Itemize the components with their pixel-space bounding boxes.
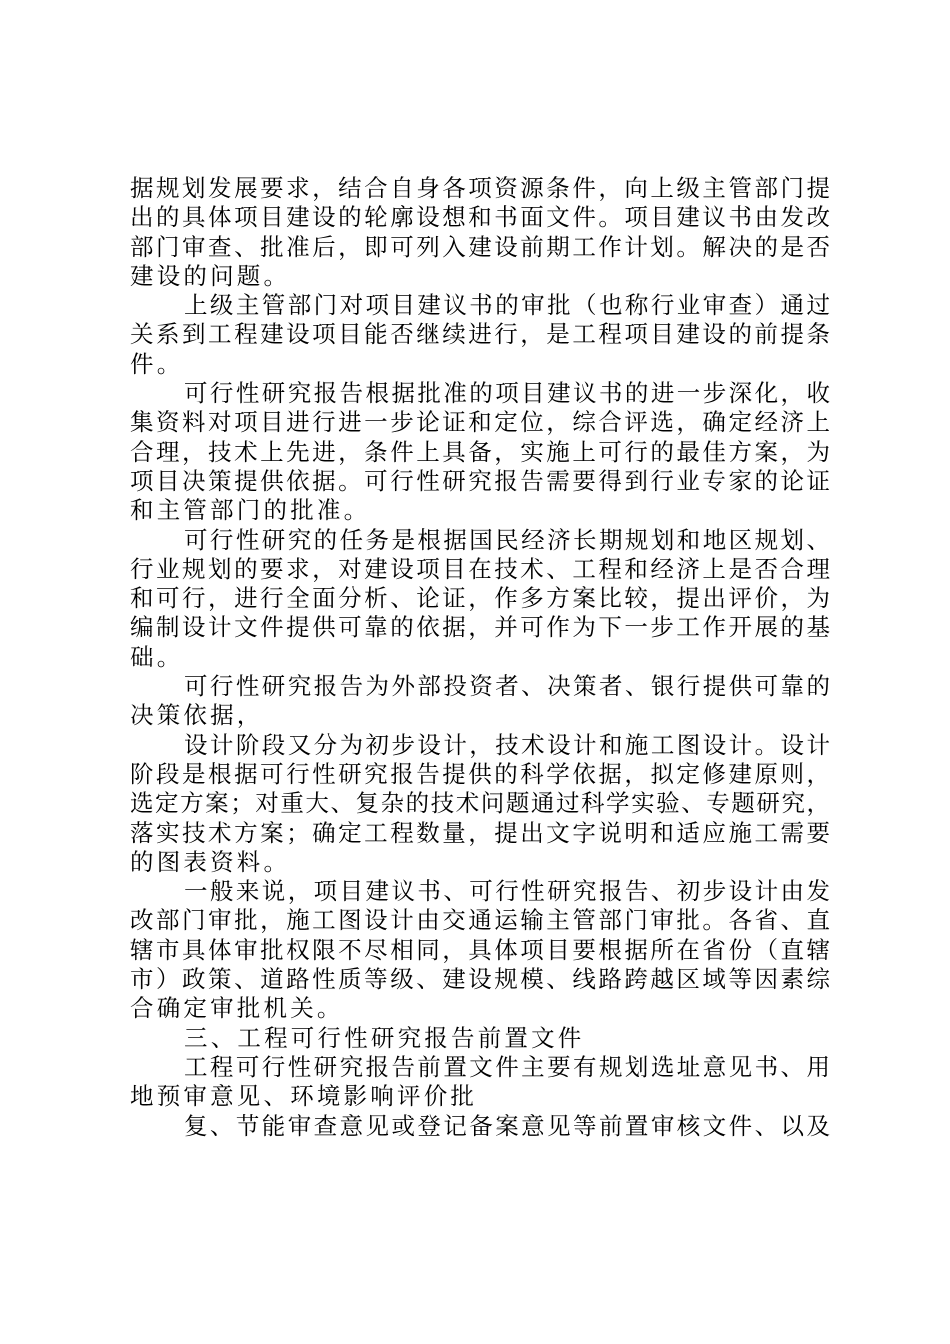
text-line: 出的具体项目建设的轮廓设想和书面文件。项目建议书由发改 — [130, 203, 830, 232]
text-line: 地预审意见、环境影响评价批 — [130, 1082, 478, 1111]
text-line: 部门审查、批准后，即可列入建设前期工作计划。解决的是否 — [130, 232, 830, 261]
section-heading: 三、工程可行性研究报告前置文件 — [184, 1023, 585, 1052]
text-line: 阶段是根据可行性研究报告提供的科学依据，拟定修建原则， — [130, 759, 830, 788]
text-line: 决策依据， — [130, 701, 264, 730]
text-line: 据规划发展要求，结合自身各项资源条件，向上级主管部门提 — [130, 174, 830, 202]
text-line: 集资料对项目进行进一步论证和定位，综合评选，确定经济上 — [130, 408, 830, 437]
text-line: 编制设计文件提供可靠的依据，并可作为下一步工作开展的基 — [130, 613, 830, 642]
text-line: 和主管部门的批准。 — [130, 496, 371, 525]
text-line: 可行性研究报告根据批准的项目建议书的进一步深化，收 — [184, 379, 830, 408]
text-line: 市）政策、道路性质等级、建设规模、线路跨越区域等因素综 — [130, 965, 830, 994]
text-line: 可行性研究的任务是根据国民经济长期规划和地区规划、 — [184, 525, 830, 554]
text-line: 复、节能审查意见或登记备案意见等前置审核文件、以及 — [184, 1111, 830, 1140]
text-line: 可行性研究报告为外部投资者、决策者、银行提供可靠的 — [184, 672, 830, 701]
text-line: 设计阶段又分为初步设计，技术设计和施工图设计。设计 — [184, 730, 830, 759]
text-line: 和可行，进行全面分析、论证，作多方案比较，提出评价，为 — [130, 584, 830, 613]
text-line: 合确定审批机关。 — [130, 994, 344, 1023]
text-line: 改部门审批，施工图设计由交通运输主管部门审批。各省、直 — [130, 906, 830, 935]
text-line: 项目决策提供依据。可行性研究报告需要得到行业专家的论证 — [130, 466, 830, 495]
text-line: 落实技术方案；确定工程数量，提出文字说明和适应施工需要 — [130, 818, 830, 847]
text-line: 一般来说，项目建议书、可行性研究报告、初步设计由发 — [184, 877, 830, 906]
text-line: 合理，技术上先进，条件上具备，实施上可行的最佳方案，为 — [130, 437, 830, 466]
text-line: 工程可行性研究报告前置文件主要有规划选址意见书、用 — [184, 1052, 830, 1081]
text-line: 关系到工程建设项目能否继续进行，是工程项目建设的前提条 — [130, 320, 830, 349]
text-line: 建设的问题。 — [130, 261, 291, 290]
text-line: 辖市具体审批权限不尽相同，具体项目要根据所在省份（直辖 — [130, 935, 830, 964]
text-line: 上级主管部门对项目建议书的审批（也称行业审查）通过 — [184, 291, 830, 320]
text-line: 行业规划的要求，对建设项目在技术、工程和经济上是否合理 — [130, 554, 830, 583]
text-line: 的图表资料。 — [130, 847, 291, 876]
text-line: 选定方案；对重大、复杂的技术问题通过科学实验、专题研究， — [130, 789, 830, 818]
text-line: 础。 — [130, 642, 184, 671]
document-body — [130, 174, 830, 1141]
text-line: 件。 — [130, 349, 184, 378]
